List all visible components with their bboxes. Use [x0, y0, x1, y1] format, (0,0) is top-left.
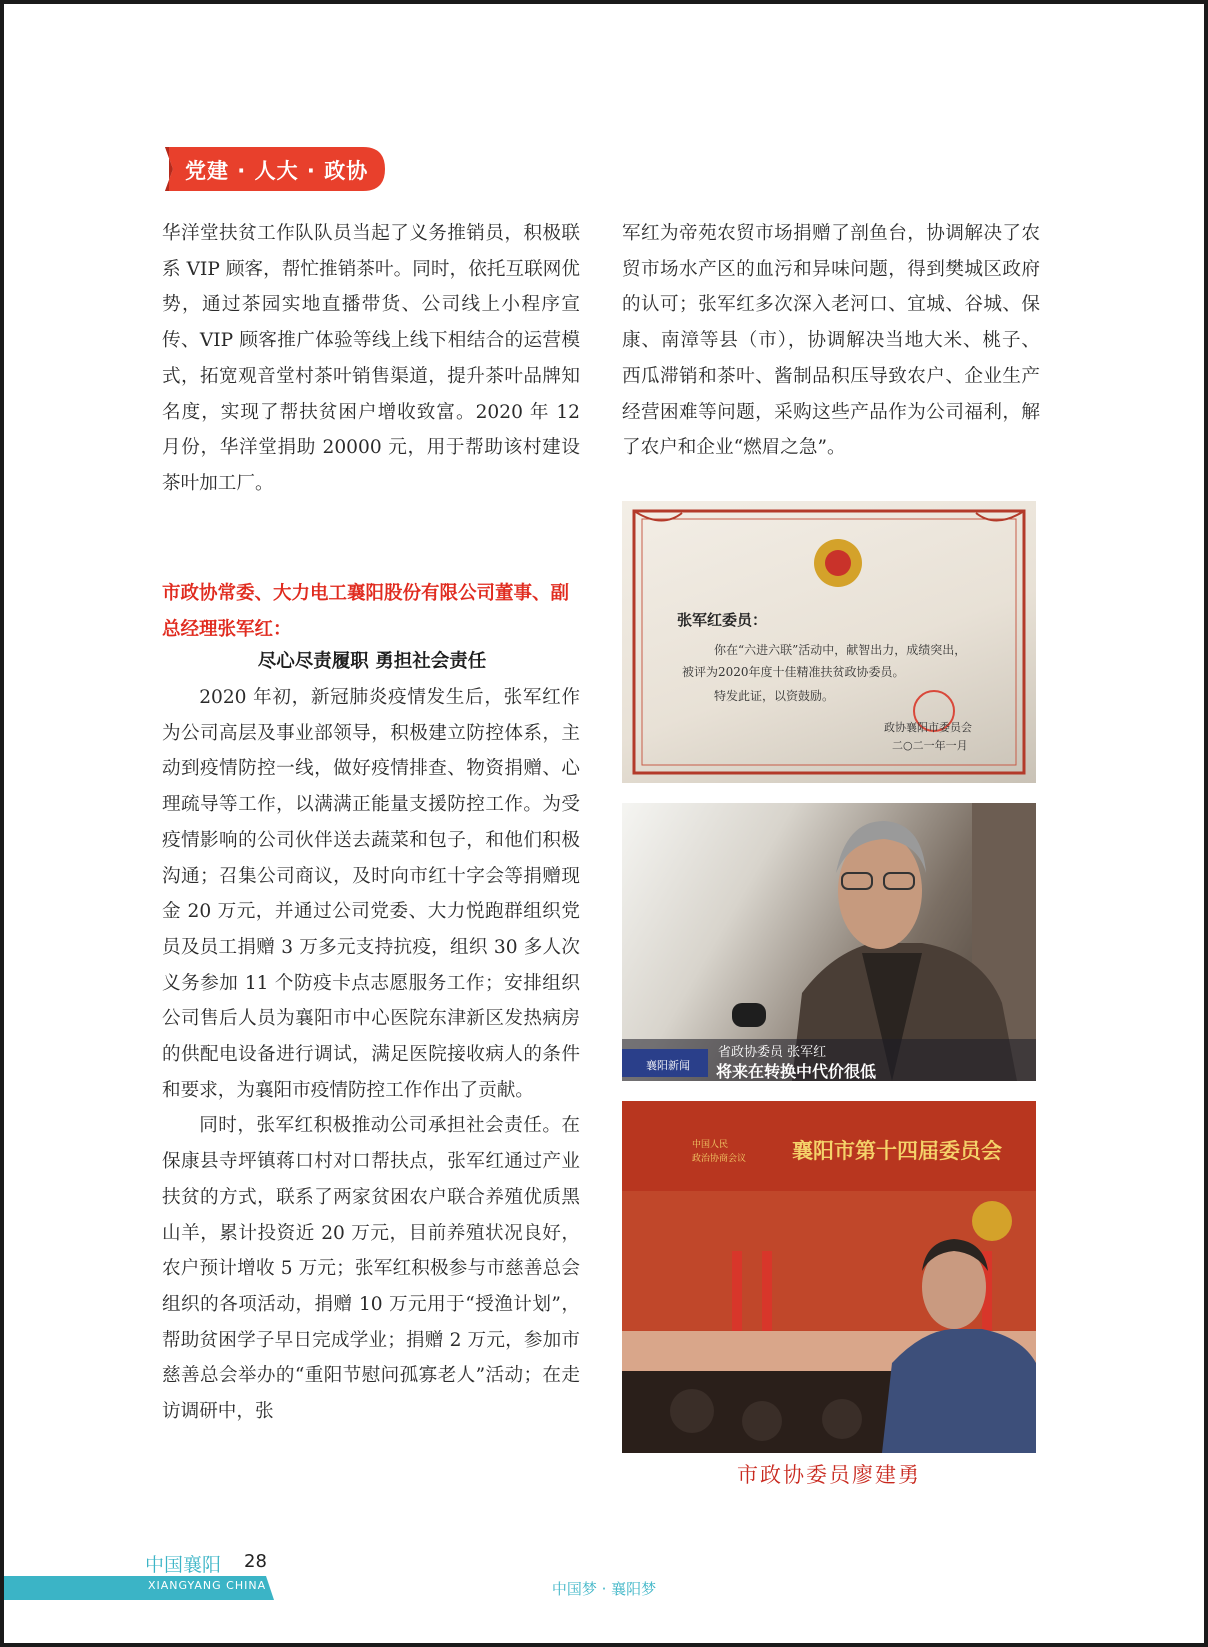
tv-subtitle: 将来在转换中代价很低: [716, 1062, 877, 1081]
emblem-icon: [972, 1201, 1012, 1241]
section-subtitle: 尽心尽责履职 勇担社会责任: [257, 651, 487, 672]
certificate-line-3: 特发此证，以资鼓励。: [714, 689, 835, 703]
photo-caption: 市政协委员廖建勇: [737, 1463, 921, 1487]
certificate-photo: [622, 501, 1036, 783]
hall-banner-small-2: 政治协商会议: [692, 1154, 747, 1164]
hall-banner-small-1: 中国人民: [692, 1140, 729, 1150]
tv-channel-logo: 襄阳新闻: [646, 1059, 690, 1072]
footer-brand-en: XIANGYANG CHINA: [148, 1579, 267, 1592]
magazine-page: [4, 4, 1204, 1643]
hall-banner-large: 襄阳市第十四届委员会: [792, 1138, 1002, 1163]
section-heading: 市政协常委、大力电工襄阳股份有限公司董事、副总经理张军红：: [162, 583, 570, 640]
microphone-icon: [732, 1003, 766, 1027]
banner-label: 党建 · 人大 · 政协: [185, 159, 369, 183]
certificate-line-1: 你在“六进六联”活动中，献智出力，成绩突出，: [714, 643, 967, 657]
certificate-line-2: 被评为2020年度十佳精准扶贫政协委员。: [682, 665, 905, 679]
paragraph: 军红为帝苑农贸市场捐赠了剖鱼台，协调解决了农贸市场水产区的血污和异味问题，得到樊城区政府的认可；张军红多次深入老河口、宜城、谷城、保康、南漳等县（市），协调解决当地大米、桃子、西瓜滞销和茶叶、酱制品积压导致农户、企业生产经营困难等问题，采购这些产品作为公司福利，解了农户和企业“燃眉之急”。: [622, 223, 1040, 459]
page-number: 28: [244, 1551, 267, 1572]
conference-hall-photo: [622, 1101, 1036, 1453]
section-banner: [165, 147, 385, 191]
tv-interview-photo: [622, 803, 1036, 1081]
certificate-date: 二○二一年一月: [892, 739, 968, 752]
certificate-issuer: 政协襄阳市委员会: [884, 721, 972, 734]
tv-name-tag: 省政协委员 张军红: [718, 1045, 827, 1060]
left-column-top-text: [162, 216, 580, 502]
interview-scene: [622, 803, 1036, 1081]
paragraph: 2020 年初，新冠肺炎疫情发生后，张军红作为公司高层及事业部领导，积极建立防控体系，主动到疫情防控一线，做好疫情排查、物资捐赠、心理疏导等工作，以满满正能量支援防控工作。为受疫情影响的公司伙伴送去蔬菜和包子，和他们积极沟通；召集公司商议，及时向市红十字会等捐赠现金 20 万元，并通过公司党委、大力悦跑群组织党员及员工捐赠 3 万多元支持抗疫，组织 30 多人次义务参加 11 个防疫卡点志愿服务工作；安排组织公司售后人员为襄阳市中心医院东津新区发热病房的供配电设备进行调试，满足医院接收病人的条件和要求，为襄阳市疫情防控工作作出了贡献。: [162, 687, 580, 1101]
footer-slogan: 中国梦 · 襄阳梦: [551, 1580, 657, 1598]
certificate-addressee: 张军红委员：: [677, 611, 768, 629]
paragraph: 同时，张军红积极推动公司承担社会责任。在保康县寺坪镇蒋口村对口帮扶点，张军红通过产业扶贫的方式，联系了两家贫困农户联合养殖优质黑山羊，累计投资近 20 万元，目前养殖状况良好，农户预计增收 5 万元；张军红积极参与市慈善总会组织的各项活动，捐赠 10 万元用于“授渔计划”，帮助贫困学子早日完成学业；捐赠 2 万元，参加市慈善总会举办的“重阳节慰问孤寡老人”活动；在走访调研中，张: [162, 1115, 580, 1423]
right-column-top-text: [622, 216, 1040, 466]
paragraph: 华洋堂扶贫工作队队员当起了义务推销员，积极联系 VIP 顾客，帮忙推销茶叶。同时，依托互联网优势，通过茶园实地直播带货、公司线上小程序宣传、VIP 顾客推广体验等线上线下相结合的运营模式，拓宽观音堂村茶叶销售渠道，提升茶叶品牌知名度，实现了帮扶贫困户增收致富。2020 年 12 月份，华洋堂捐助 20000 元，用于帮助该村建设茶叶加工厂。: [162, 223, 580, 494]
left-column-bottom-text: [162, 680, 580, 1430]
footer-brand-cn: 中国襄阳: [145, 1554, 222, 1576]
